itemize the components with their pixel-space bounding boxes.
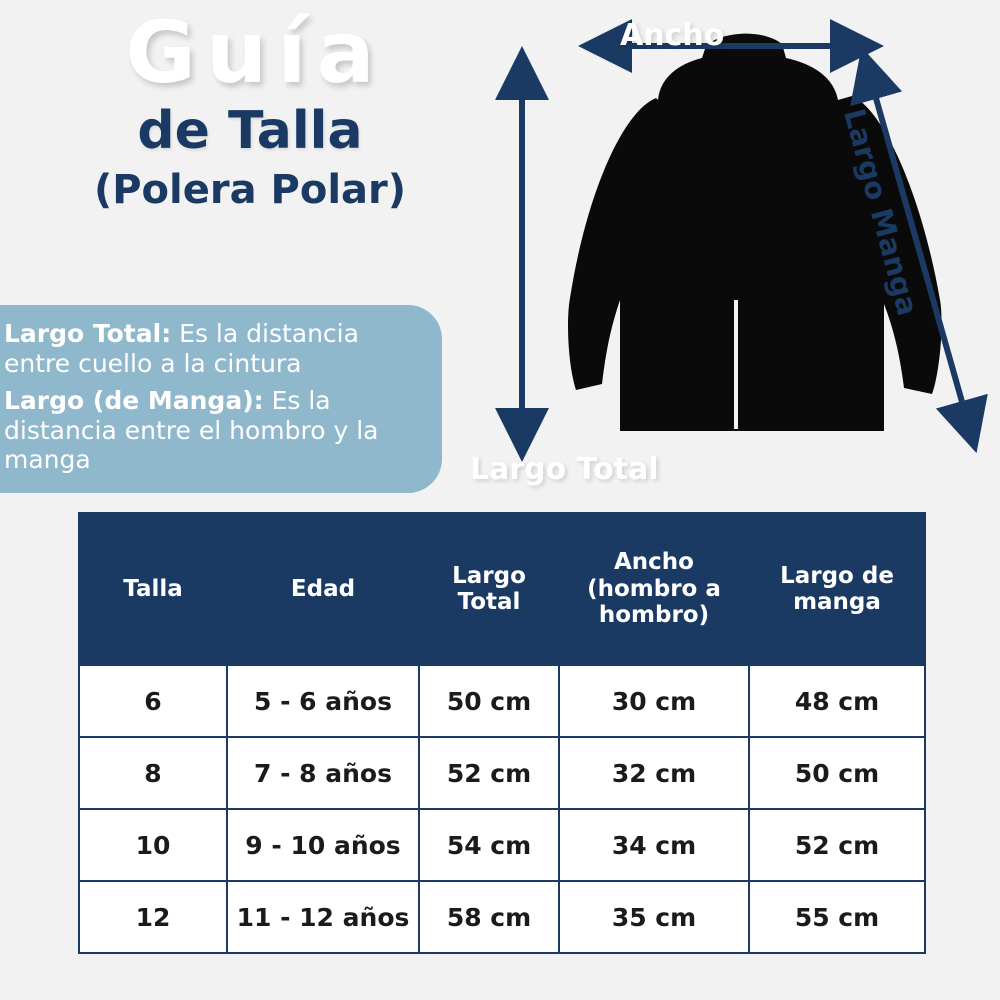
table-row <box>79 881 925 953</box>
cell-talla: 12 <box>79 881 227 953</box>
table-row <box>79 665 925 737</box>
cell-largo-manga: 52 cm <box>749 809 925 881</box>
header-largo-total: Largo Total <box>419 513 559 665</box>
table-header <box>79 513 925 665</box>
page-subtitle: de Talla <box>137 101 363 161</box>
note-largo-total-text: Es la distancia entre cuello a la cintura <box>4 319 359 378</box>
header-edad: Edad <box>227 513 419 665</box>
cell-ancho: 30 cm <box>559 665 749 737</box>
table-header-row <box>79 513 925 665</box>
label-ancho: Ancho <box>620 18 725 53</box>
table-row <box>79 809 925 881</box>
cell-edad: 5 - 6 años <box>227 665 419 737</box>
header-talla: Talla <box>79 513 227 665</box>
cell-largo-total: 58 cm <box>419 881 559 953</box>
note-largo-total <box>4 319 416 378</box>
measurement-notes <box>0 305 442 493</box>
table-body <box>79 665 925 953</box>
cell-largo-manga: 55 cm <box>749 881 925 953</box>
label-largo-total: Largo Total <box>470 452 659 487</box>
size-table <box>78 512 926 954</box>
cell-talla: 8 <box>79 737 227 809</box>
cell-talla: 6 <box>79 665 227 737</box>
note-largo-manga-text: Es la distancia entre el hombro y la manga <box>4 386 379 474</box>
note-largo-manga <box>4 386 416 475</box>
cell-talla: 10 <box>79 809 227 881</box>
note-largo-manga-label: Largo (de Manga): <box>4 386 264 415</box>
cell-edad: 9 - 10 años <box>227 809 419 881</box>
cell-largo-manga: 50 cm <box>749 737 925 809</box>
header-ancho: Ancho (hombro a hombro) <box>559 513 749 665</box>
cell-largo-total: 50 cm <box>419 665 559 737</box>
page-subtitle-product: (Polera Polar) <box>93 166 407 213</box>
cell-ancho: 34 cm <box>559 809 749 881</box>
label-largo-manga: Largo Manga <box>837 105 926 320</box>
cell-largo-manga: 48 cm <box>749 665 925 737</box>
page-title: Guía <box>125 3 385 103</box>
garment-illustration <box>470 0 1000 500</box>
note-largo-total-label: Largo Total: <box>4 319 172 348</box>
cell-ancho: 32 cm <box>559 737 749 809</box>
size-table-container <box>78 512 924 954</box>
cell-ancho: 35 cm <box>559 881 749 953</box>
cell-edad: 11 - 12 años <box>227 881 419 953</box>
header-largo-manga: Largo de manga <box>749 513 925 665</box>
table-row <box>79 737 925 809</box>
sweater-diagram-svg <box>470 0 1000 500</box>
title-block <box>0 3 500 214</box>
cell-largo-total: 52 cm <box>419 737 559 809</box>
cell-edad: 7 - 8 años <box>227 737 419 809</box>
cell-largo-total: 54 cm <box>419 809 559 881</box>
